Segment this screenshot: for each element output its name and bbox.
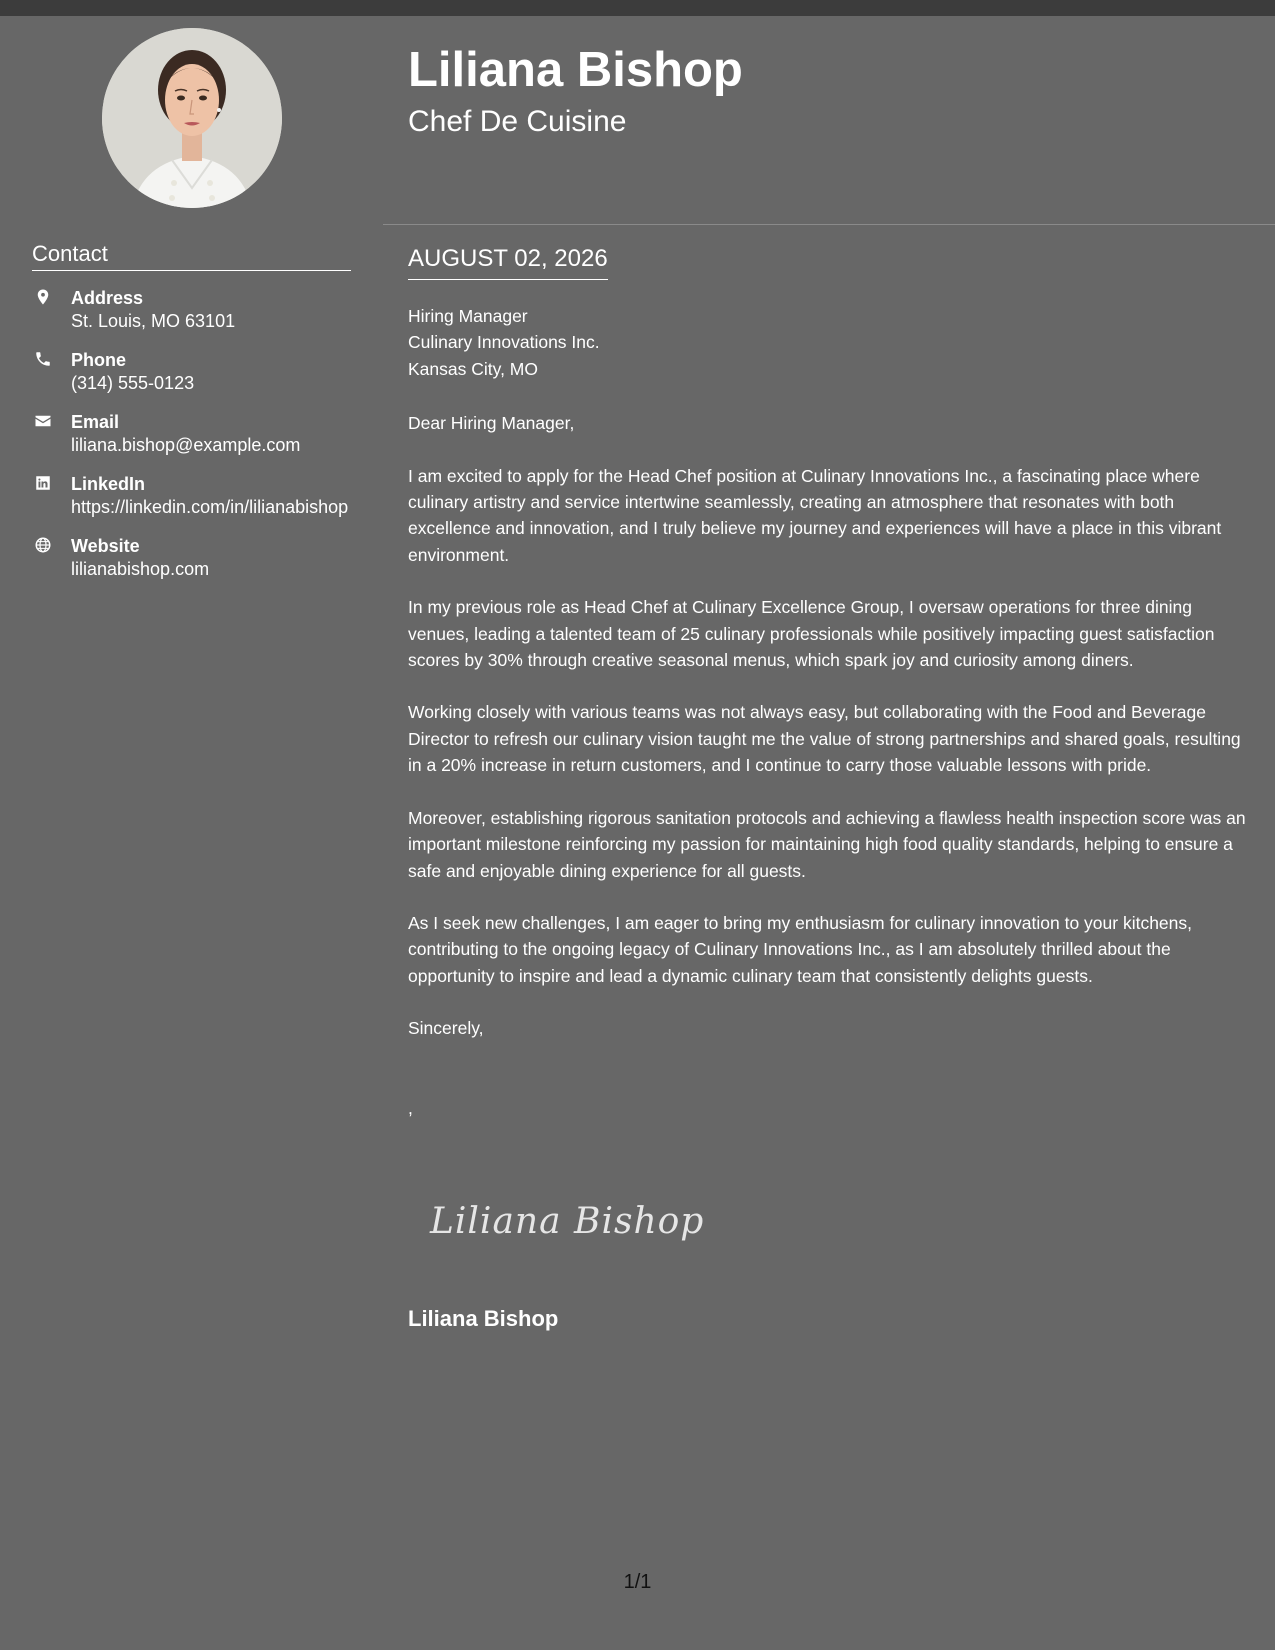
- handwritten-signature: Liliana Bishop: [430, 1201, 705, 1242]
- letter-paragraph: As I seek new challenges, I am eager to bring my enthusiasm for culinary innovation to your kitchens, contributing to the ongoing legacy of Culinary Innovations Inc., as I am absolutely thrilled about the opportunity to inspire and lead a dynamic culinary team that consistently delights guests.: [408, 912, 1193, 986]
- portrait-image: [102, 28, 282, 208]
- contact-list: [32, 286, 352, 596]
- globe-icon: [34, 536, 52, 554]
- contact-label: LinkedIn: [71, 474, 146, 494]
- recipient-line: Kansas City, MO: [408, 358, 538, 379]
- letter-paragraph: I am excited to apply for the Head Chef position at Culinary Innovations Inc., a fascinating place where culinary artistry and service intertwine seamlessly, creating an atmosphere that resonates with both excellence and innovation, and I truly believe my journey and experiences will have a place in this vibrant environment.: [408, 465, 1222, 565]
- letter-body: [408, 303, 1256, 1121]
- contact-value[interactable]: lilianabishop.com: [71, 559, 210, 579]
- letter-paragraph: Working closely with various teams was not always easy, but collaborating with the Food and Beverage Director to refresh our culinary vision taught me the value of strong partnerships and shared goals, resulting in a 20% increase in return customers, and I continue to carry those valuable lessons with pride.: [408, 702, 1241, 776]
- contact-value: St. Louis, MO 63101: [71, 311, 236, 331]
- contact-phone: [32, 348, 352, 395]
- contact-address: [32, 286, 352, 333]
- page-number: 1/1: [623, 1571, 652, 1593]
- letter-paragraph: In my previous role as Head Chef at Culinary Excellence Group, I oversaw operations for three dining venues, leading a talented team of 25 culinary professionals while positively impacting guest satisfaction scores by 30% through creative seasonal menus, which spark joy and curiosity among diners.: [408, 597, 1215, 671]
- contact-linkedin: [32, 472, 352, 519]
- map-pin-icon: [34, 288, 52, 306]
- contact-label: Phone: [71, 350, 127, 370]
- header-divider: [383, 224, 1275, 225]
- profile-photo: [102, 28, 282, 208]
- letter-paragraph: Moreover, establishing rigorous sanitation protocols and achieving a flawless health inspection score was an important milestone reinforcing my passion for maintaining high food quality standards, helping to ensure a safe and enjoyable dining experience for all guests.: [408, 807, 1246, 881]
- applicant-role: Chef De Cuisine: [408, 105, 627, 138]
- contact-label: Email: [71, 412, 120, 432]
- phone-icon: [34, 350, 52, 368]
- recipient-block: [408, 303, 1256, 382]
- contact-email: [32, 410, 352, 457]
- comma-line: ,: [408, 1097, 413, 1118]
- contact-value[interactable]: https://linkedin.com/in/lilianabishop: [71, 497, 349, 517]
- cover-letter-page: [0, 16, 1275, 1650]
- contact-label: Address: [71, 288, 144, 308]
- envelope-icon: [34, 412, 52, 430]
- letter-date: AUGUST 02, 2026: [408, 245, 608, 280]
- signed-name: Liliana Bishop: [408, 1306, 559, 1331]
- closing: Sincerely,: [408, 1018, 484, 1039]
- contact-heading: Contact: [32, 242, 351, 271]
- contact-label: Website: [71, 536, 140, 556]
- applicant-name: Liliana Bishop: [408, 43, 743, 97]
- salutation: Dear Hiring Manager,: [408, 413, 575, 434]
- contact-value: (314) 555-0123: [71, 373, 195, 393]
- contact-website: [32, 534, 352, 581]
- top-bar: [0, 0, 1275, 16]
- contact-value[interactable]: liliana.bishop@example.com: [71, 435, 301, 455]
- recipient-line: Hiring Manager: [408, 306, 528, 326]
- recipient-line: Culinary Innovations Inc.: [408, 332, 600, 353]
- linkedin-icon: [34, 474, 52, 492]
